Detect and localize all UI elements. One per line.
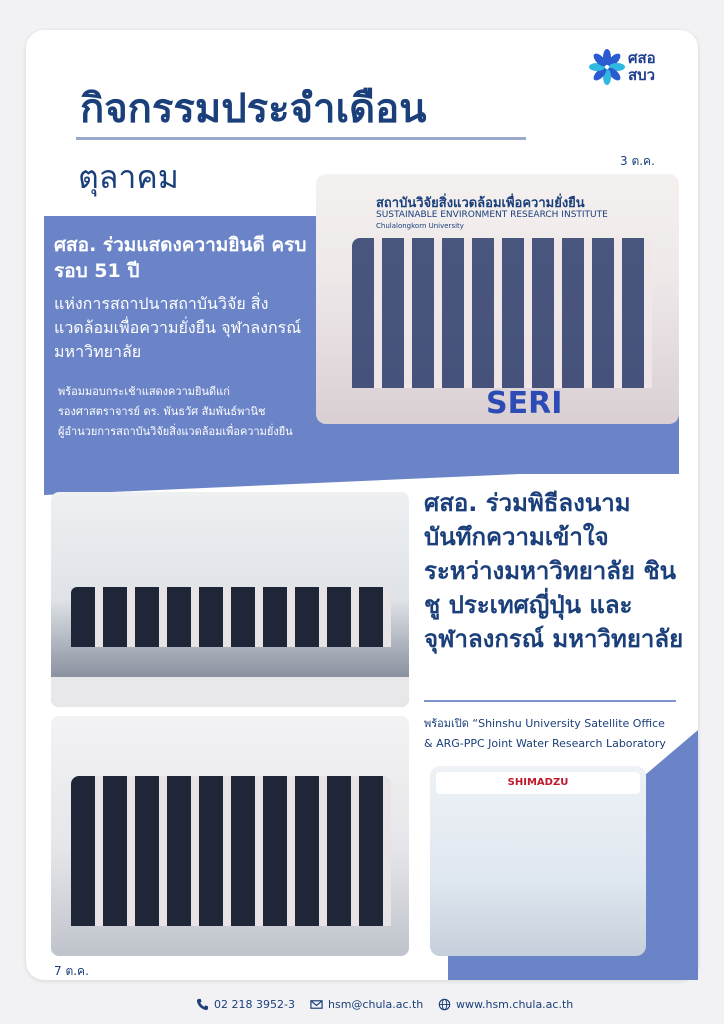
title-divider (76, 137, 526, 140)
logo-text-line1: ศสอ (628, 49, 656, 67)
photo-sign-thai: สถาบันวิจัยสิ่งแวดล้อมเพื่อความยั่งยืน (376, 196, 585, 211)
story2-date: 7 ต.ค. (54, 964, 89, 978)
photo-lab-sign: SHIMADZU (436, 772, 640, 794)
story1-subheadline: แห่งการสถาปนาสถาบันวิจัย สิ่งแวดล้อมเพื่อความยั่งยืน จุฬาลงกรณ์มหาวิทยาลัย (54, 294, 302, 361)
story2-photo-ribbon (51, 716, 409, 956)
signing-people (71, 587, 391, 647)
story2-note (424, 714, 684, 754)
mail-icon (310, 998, 323, 1011)
logo-text (628, 50, 656, 84)
story1-note-line: ผู้อำนวยการสถาบันวิจัยสิ่งแวดล้อมเพื่อความยั่งยืน (58, 425, 293, 438)
story2-photo-signing (51, 492, 409, 707)
globe-icon (438, 998, 451, 1011)
story1-headline: ศสอ. ร่วมแสดงความยินดี ครบรอบ 51 ปี (54, 234, 307, 282)
footer-email-text: hsm@chula.ac.th (328, 998, 424, 1011)
logo (588, 48, 668, 88)
story1-note-line: รองศาสตราจารย์ ดร. พันธวัศ สัมพันธ์พานิช (58, 405, 266, 418)
story2-divider (424, 700, 676, 702)
story2-note-line: & ARG-PPC Joint Water Research Laboratory (424, 737, 666, 750)
story1-note-line: พร้อมมอบกระเช้าแสดงความยินดีแก่ (58, 385, 230, 398)
footer-phone[interactable] (196, 998, 295, 1011)
story1-photo (316, 174, 679, 424)
group-photo-people (352, 238, 652, 388)
page-title: กิจกรรมประจำเดือน (80, 86, 427, 132)
story2-photo-lab (430, 766, 646, 956)
story2-headline: ศสอ. ร่วมพิธีลงนาม บันทึกความเข้าใจ ระหว่างมหาวิทยาลัย ชินชู ประเทศญี่ปุ่น และจุฬาลงกรณ์ มหาวิทยาลัย (424, 489, 684, 653)
footer-website-text: www.hsm.chula.ac.th (456, 998, 574, 1011)
signing-table (51, 677, 409, 707)
footer-phone-text: 02 218 3952-3 (214, 998, 295, 1011)
story1-note (58, 382, 318, 442)
story1-date: 3 ต.ค. (620, 154, 655, 168)
footer-email[interactable] (310, 998, 423, 1011)
logo-flower-icon (588, 48, 626, 86)
month-title: ตุลาคม (78, 158, 179, 196)
ribbon-people (71, 776, 391, 926)
photo-sign-english-2: Chulalongkorn University (376, 222, 464, 230)
photo-sign-english: SUSTAINABLE ENVIRONMENT RESEARCH INSTITUTE (376, 210, 608, 220)
logo-text-line2: สบว (628, 66, 656, 84)
phone-icon (196, 998, 209, 1011)
story2-note-line: พร้อมเปิด “Shinshu University Satellite Office (424, 717, 665, 730)
footer-website[interactable] (438, 998, 573, 1011)
photo-seri-sign: SERI (486, 386, 563, 421)
